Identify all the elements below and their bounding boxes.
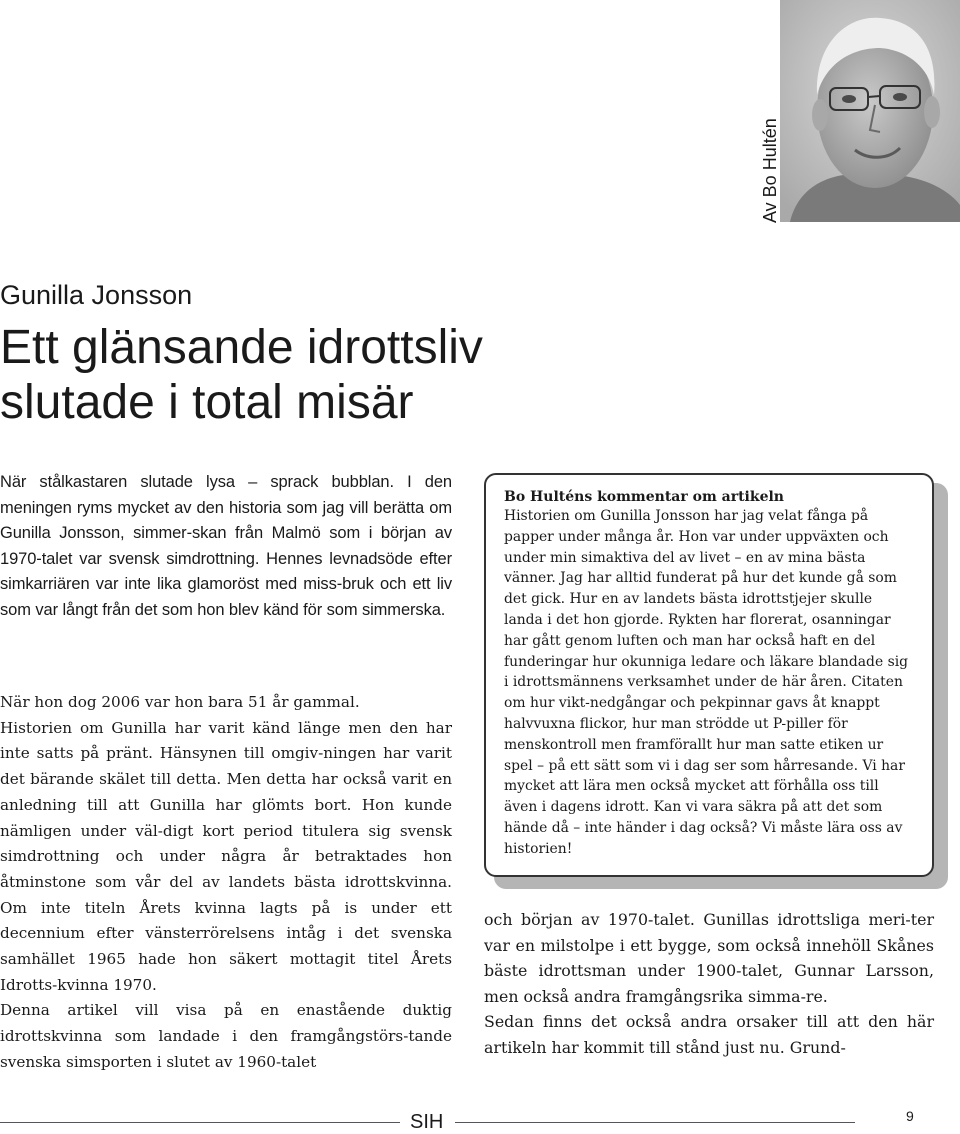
page-number: 9 xyxy=(906,1108,914,1124)
body-paragraph: Sedan finns det också andra orsaker till att den här artikeln har kommit till stånd just nu. Grund- xyxy=(484,1012,934,1057)
footer-rule-right xyxy=(455,1122,855,1123)
article-kicker: Gunilla Jonsson xyxy=(0,280,193,310)
headline-line-2: slutade i total misär xyxy=(0,376,414,429)
article-lede: När stålkastaren slutade lysa – sprack bubblan. I den meningen ryms mycket av den historia som jag vill berätta om Gunilla Jonsson, simmer-skan från Malmö som i början av 1970-talet var svensk simdrottning. Hennes levnadsöde efter simkarriären var inte lika glamoröst med miss-bruk och ett liv som var långt från det som hon blev känd för som simmerska. xyxy=(0,473,452,619)
footer-rule-left xyxy=(0,1122,400,1123)
footer-label: SIH xyxy=(410,1111,444,1133)
body-column-left xyxy=(0,690,452,1076)
body-paragraph: När hon dog 2006 var hon bara 51 år gammal. xyxy=(0,693,360,711)
comment-box xyxy=(484,473,948,891)
body-paragraph: Denna artikel vill visa på en enastående duktig idrottskvinna som landade i den framgångstörs-tande svenska simsporten i slutet av 1960-talet xyxy=(0,1001,452,1071)
comment-box-panel xyxy=(484,473,934,877)
body-paragraph: och början av 1970-talet. Gunillas idrottsliga meri-ter var en milstolpe i ett bygge, som också innehöll Skånes bäste idrottsman under 1900-talet, Gunnar Larsson, men också andra framgångsrika simma-re. xyxy=(484,910,934,1006)
author-photo xyxy=(780,0,960,222)
byline-text: Av Bo Hultén xyxy=(760,118,780,223)
byline xyxy=(732,95,780,235)
comment-heading: Bo Hulténs kommentar om artikeln xyxy=(504,489,784,505)
headline-line-1: Ett glänsande idrottsliv xyxy=(0,321,483,374)
body-column-right xyxy=(484,907,934,1060)
article-headline xyxy=(0,320,700,430)
body-paragraph: Historien om Gunilla har varit känd länge men den har inte satts på pränt. Hänsynen till omgiv-ningen har varit det bärande skälet till detta. Men detta har också varit en anledning till att Gunilla har glömts bort. Hon kunde nämligen under väl-digt kort period titulera sig svensk simdrottning och under några år betraktades hon åtminstone som vår del av landets bästa idrottskvinna. Om inte titeln Årets kvinna lagts på is under ett decennium efter vänsterrörelsens intåg i det svenska samhället 1965 hade hon säkert mottagit titel Årets Idrotts-kvinna 1970. xyxy=(0,718,452,994)
author-portrait-image xyxy=(780,0,960,222)
comment-text: Historien om Gunilla Jonsson har jag velat fånga på papper under många år. Hon var under uppväxten och under min simaktiva del av livet – en av mina bästa vänner. Jag har alltid funderat på hur det kunde gå som det gick. Hur en av landets bästa idrottstjejer skulle landa i det hon gjorde. Rykten har florerat, osanningar har gått genom luften och man har också haft en del funderingar hur okunniga ledare och läkare blandade sig i idrottsmännens verksamhet under de här åren. Citaten om hur vikt-nedgångar och pekpinnar gavs åt knappt halvvuxna flickor, hur man strödde ut P-piller för menskontroll men framförallt hur man satte etiken ur spel – på ett sätt som vi i dag ser som hårresande. Vi har mycket att lära men också mycket att förhålla oss till även i dagens idrott. Kan vi vara säkra på att det som hände då – inte händer i dag också? Vi måste lära oss av historien! xyxy=(504,508,909,857)
